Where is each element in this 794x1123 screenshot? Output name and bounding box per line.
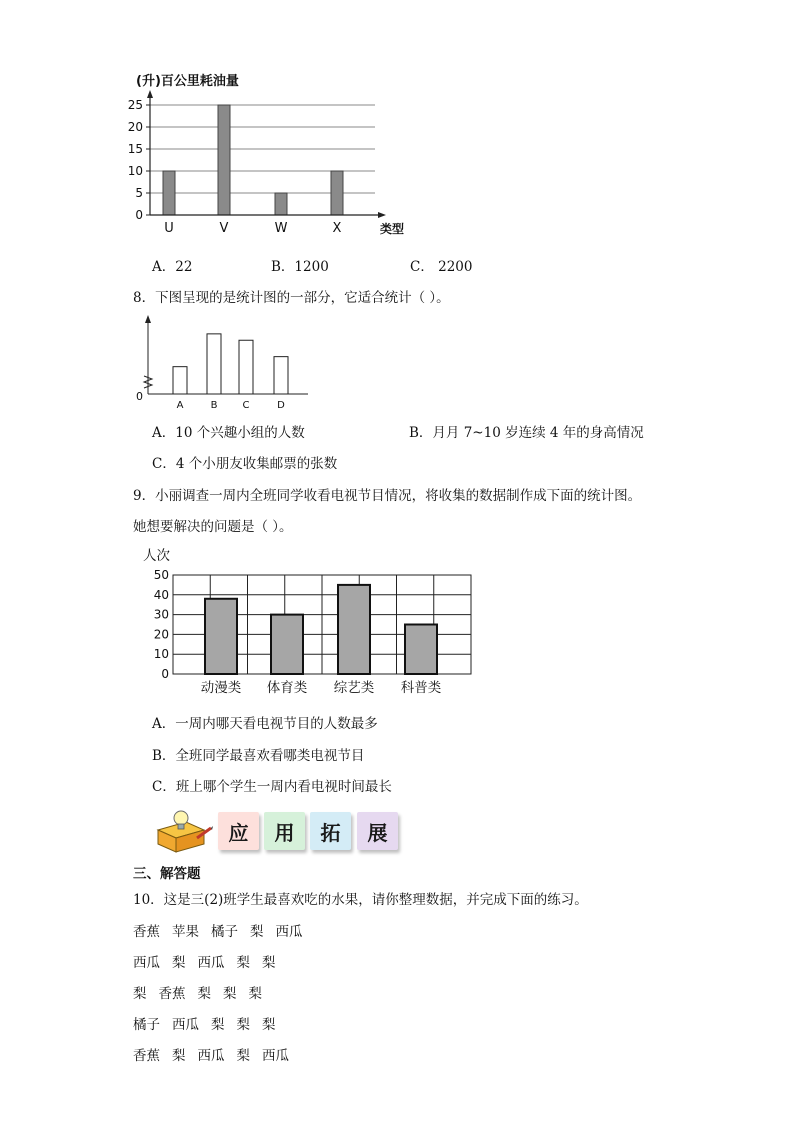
q7-option-a[interactable]: A．22	[152, 259, 193, 275]
chart1-bar	[163, 171, 175, 215]
chart2-xtick-label: D	[277, 400, 285, 411]
chart3-ytick-label: 50	[153, 568, 169, 582]
fruit-item: 梨	[248, 986, 262, 1002]
q9-option-c[interactable]: C．班上哪个学生一周内看电视时间最长	[152, 779, 392, 795]
fruit-item: 梨	[236, 1048, 250, 1064]
fruit-row	[133, 982, 274, 1002]
banner-char-3: 拓	[310, 812, 351, 850]
q8-option-b[interactable]: B．月月 7~10 岁连续 4 年的身高情况	[409, 425, 644, 441]
fruit-item: 香蕉	[133, 924, 160, 940]
fruit-row	[133, 920, 315, 940]
chart2-y-arrow	[145, 315, 151, 323]
chart3-xtick-label: 科普类	[400, 680, 442, 696]
fruit-item: 梨	[197, 986, 211, 1002]
fruit-row	[133, 1044, 301, 1064]
chart2-xtick-label: C	[242, 400, 250, 411]
fruit-item: 梨	[223, 986, 237, 1002]
chart3-bar	[205, 599, 237, 674]
chart1-x-label: 类型	[380, 222, 405, 236]
fruit-item: 西瓜	[197, 955, 225, 971]
chart1-ytick-label: 5	[135, 186, 143, 200]
fruit-item: 香蕉	[133, 1048, 160, 1064]
section-title: 三、解答题	[133, 866, 201, 882]
chart3-bar	[405, 625, 437, 675]
fruit-row	[133, 1013, 288, 1033]
q7-option-b[interactable]: B．1200	[271, 259, 329, 275]
q9-tv-program-chart	[135, 543, 480, 703]
chart1-title: (升)百公里耗油量	[136, 74, 239, 89]
chart1-xtick-label: X	[332, 221, 342, 236]
fruit-item: 梨	[172, 1048, 186, 1064]
chart1-ytick-label: 15	[127, 142, 143, 156]
chart3-y-label: 人次	[143, 548, 170, 564]
fruit-item: 西瓜	[262, 1048, 289, 1064]
chart3-bar	[338, 585, 370, 674]
q10-stem: 10．这是三(2)班学生最喜欢吃的水果，请你整理数据，并完成下面的练习。	[133, 892, 588, 908]
q8-option-c[interactable]: C．4 个小朋友收集邮票的张数	[152, 456, 338, 472]
chart1-ytick-label: 25	[127, 98, 143, 112]
banner-char-1: 应	[218, 812, 259, 850]
q9-stem-line1: 9．小丽调查一周内全班同学收看电视节目情况，将收集的数据制作成下面的统计图。	[133, 488, 642, 504]
fruit-item: 梨	[262, 955, 276, 971]
chart2-xtick-label: B	[210, 400, 218, 411]
banner-char-2: 用	[264, 812, 305, 850]
chart1-x-arrow	[378, 212, 386, 218]
chart2-bar	[173, 367, 187, 394]
fruit-item: 梨	[236, 1017, 250, 1033]
chart1-ytick-label: 10	[127, 164, 143, 178]
q9-option-a[interactable]: A．一周内哪天看电视节目的人数最多	[152, 716, 378, 732]
q7-option-c[interactable]: C． 2200	[410, 259, 473, 275]
fruit-item: 西瓜	[172, 1017, 199, 1033]
chart3-ytick-label: 0	[161, 667, 169, 681]
chart1-xtick-label: V	[219, 221, 229, 236]
fruit-item: 梨	[236, 955, 250, 971]
fruit-item: 橘子	[133, 1017, 160, 1033]
fruit-item: 西瓜	[133, 955, 160, 971]
chart3-ytick-label: 40	[153, 587, 169, 602]
fruit-item: 橘子	[211, 924, 238, 940]
fruit-item: 梨	[211, 1017, 225, 1033]
chart3-xtick-label: 动漫类	[200, 680, 242, 696]
lightbulb-box-icon	[152, 808, 214, 854]
chart2-bar	[207, 334, 221, 394]
chart1-ytick-label: 0	[135, 208, 143, 222]
chart3-ytick-label: 10	[153, 647, 169, 662]
q8-stem: 8．下图呈现的是统计图的一部分，它适合统计（ ）。	[133, 290, 450, 306]
fruit-item: 香蕉	[158, 986, 186, 1002]
chart1-bar	[331, 171, 343, 215]
chart2-xtick-label: A	[176, 400, 184, 411]
chart1-bar	[275, 193, 287, 215]
fruit-item: 西瓜	[275, 924, 303, 940]
banner-char-4: 展	[357, 812, 398, 850]
chart3-xtick-label: 体育类	[266, 680, 308, 696]
q9-stem-line2: 她想要解决的问题是（ ）。	[133, 519, 293, 535]
chart2-bar	[239, 340, 253, 394]
chart3-xtick-label: 综艺类	[333, 680, 375, 696]
chart2-bar	[274, 357, 288, 394]
fruit-item: 梨	[262, 1017, 276, 1033]
q8-option-a[interactable]: A．10 个兴趣小组的人数	[152, 425, 305, 441]
fruit-item: 梨	[250, 924, 264, 940]
chart3-bar	[271, 615, 303, 674]
fruit-item: 梨	[133, 986, 147, 1002]
fuel-consumption-chart	[127, 68, 420, 243]
chart1-xtick-label: W	[274, 221, 288, 236]
q9-option-b[interactable]: B．全班同学最喜欢看哪类电视节目	[152, 748, 365, 764]
chart3-ytick-label: 30	[153, 607, 169, 622]
chart3-ytick-label: 20	[153, 627, 169, 642]
q8-bar-chart	[130, 312, 330, 412]
fruit-item: 西瓜	[197, 1048, 225, 1064]
chart2-origin: 0	[136, 390, 143, 403]
fruit-row	[133, 951, 288, 971]
fruit-item: 苹果	[172, 924, 199, 940]
chart1-bar	[218, 105, 230, 215]
chart1-y-arrow	[147, 90, 153, 98]
fruit-item: 梨	[172, 955, 186, 971]
chart1-xtick-label: U	[164, 221, 174, 236]
chart1-ytick-label: 20	[127, 120, 143, 134]
